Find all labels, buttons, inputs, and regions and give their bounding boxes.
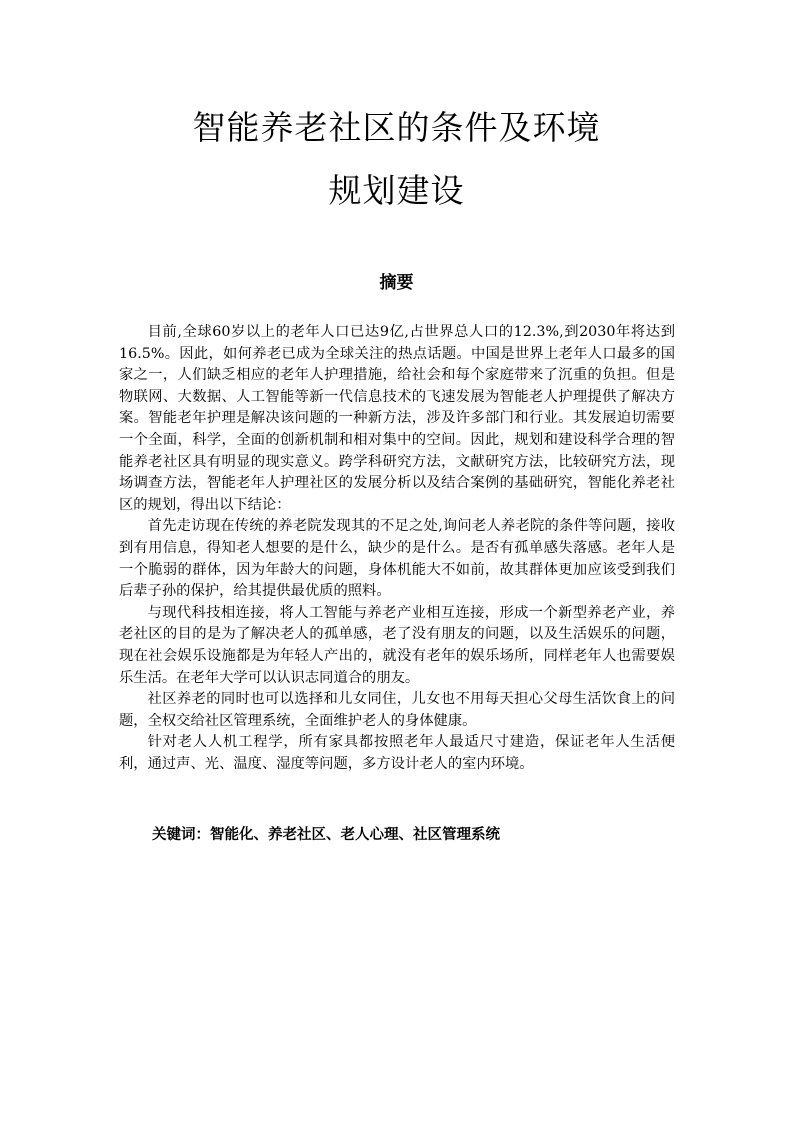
- abstract-paragraph-1: 目前,全球60岁以上的老年人口已达9亿,占世界总人口的12.3%,到2030年将达到16.5%。因此，如何养老已成为全球关注的热点话题。中国是世界上老年人口最多的国家之一，人们缺乏相应的老年人护理措施，给社会和每个家庭带来了沉重的负担。但是物联网、大数据、人工智能等新一代信息技术的飞速发展为智能老人护理提供了解决方案。智能老年护理是解决该问题的一种新方法，涉及许多部门和行业。其发展迫切需要一个全面，科学，全面的创新机制和相对集中的空间。因此，规划和建设科学合理的智能养老社区具有明显的现实意义。跨学科研究方法，文献研究方法，比较研究方法，现场调查方法，智能老年人护理社区的发展分析以及结合案例的基础研究，智能化养老社区的规划，得出以下结论：: [119, 324, 675, 513]
- document-title-line-2: 规划建设: [328, 171, 465, 210]
- abstract-paragraph-2: 首先走访现在传统的养老院发现其的不足之处,询问老人养老院的条件等问题，接收到有用信息，得知老人想要的是什么，缺少的是什么。是否有孤单感失落感。老年人是一个脆弱的群体，因为年龄大的问题，身体机能大不如前，故其群体更加应该受到我们后辈子孙的保护，给其提供最优质的照料。: [119, 518, 675, 600]
- abstract-heading: 摘要: [379, 273, 414, 293]
- abstract-paragraph-5: 针对老人人机工程学，所有家具都按照老年人最适尺寸建造，保证老年人生活便利，通过声、光、温度、湿度等问题，多方设计老人的室内环境。: [119, 734, 675, 772]
- document-title-line-1: 智能养老社区的条件及环境: [192, 108, 601, 147]
- abstract-body: [119, 322, 675, 775]
- abstract-paragraph-4: 社区养老的同时也可以选择和儿女同住，儿女也不用每天担心父母生活饮食上的问题，全权交给社区管理系统，全面维护老人的身体健康。: [119, 691, 675, 729]
- keywords-line: 关键词：智能化、养老社区、老人心理、社区管理系统: [152, 827, 500, 843]
- abstract-paragraph-3: 与现代科技相连接，将人工智能与养老产业相互连接，形成一个新型养老产业，养老社区的目的是为了解决老人的孤单感，老了没有朋友的问题，以及生活娱乐的问题，现在社会娱乐设施都是为年轻人产出的，就没有老年的娱乐场所，同样老年人也需要娱乐生活。在老年大学可以认识志同道合的朋友。: [119, 604, 675, 686]
